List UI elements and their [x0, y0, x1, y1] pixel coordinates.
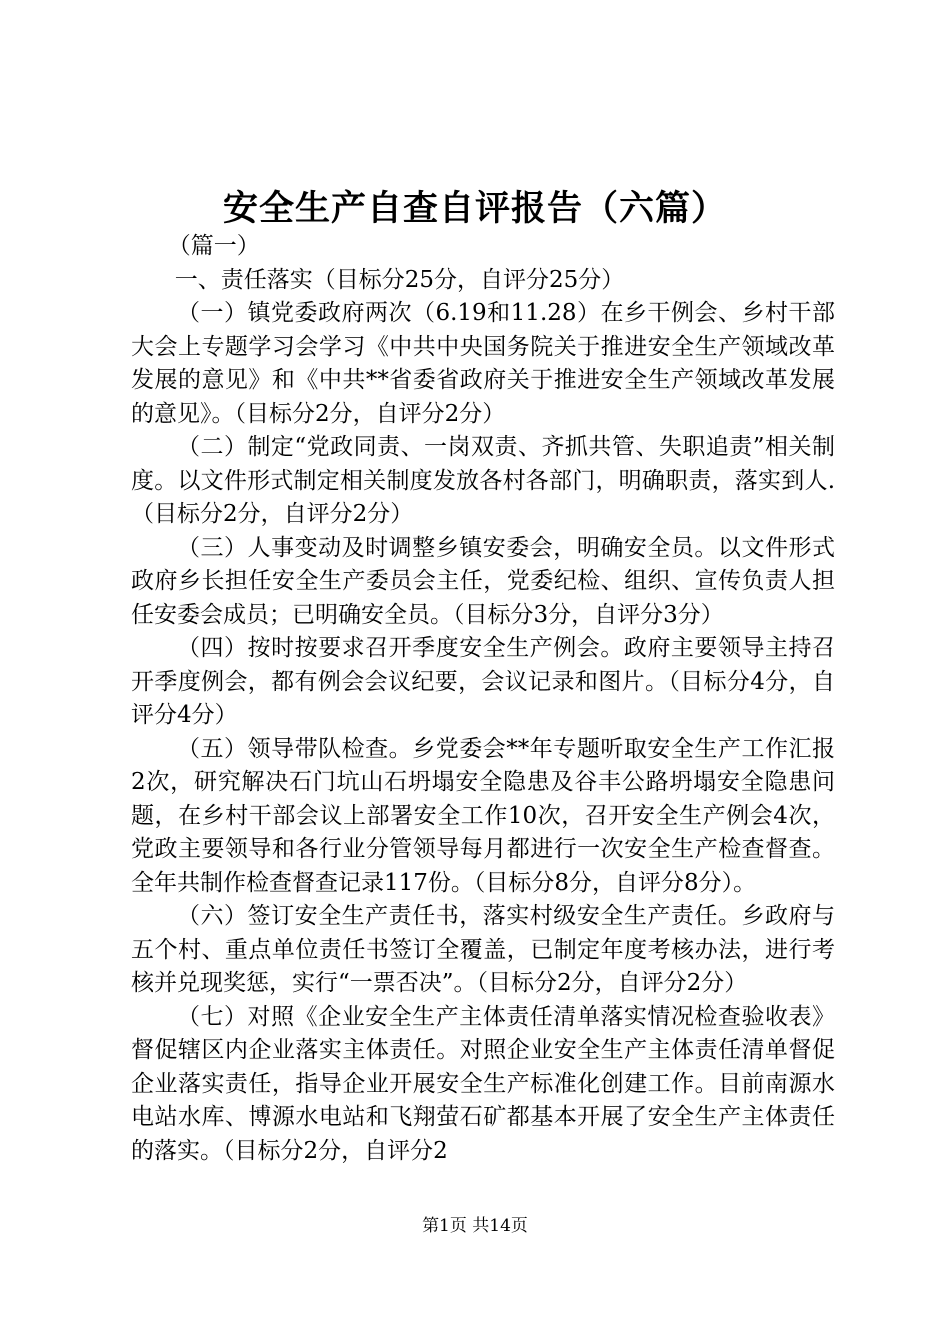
paragraph-3: （三）人事变动及时调整乡镇安委会，明确安全员。以文件形式政府乡长担任安全生产委员会主任，党委纪检、组织、宣传负责人担任安委会成员；已明确安全员。（目标分3分，自评分3分） — [131, 534, 835, 628]
paragraph-5: （五）领导带队检查。乡党委会**年专题听取安全生产工作汇报2次，研究解决石门坑山石坍塌安全隐患及谷丰公路坍塌安全隐患问题，在乡村干部会议上部署安全工作10次，召开安全生产例会4次，党政主要领导和各行业分管领导每月都进行一次安全生产检查督查。全年共制作检查督查记录117份。（目标分8分，自评分8分）。 — [131, 735, 835, 896]
part-subheading: （篇一） — [167, 233, 260, 259]
document-title: 安全生产自查自评报告（六篇） — [222, 188, 727, 229]
paragraph-1: （一）镇党委政府两次（6.19和11.28）在乡干例会、乡村干部大会上专题学习会学习《中共中央国务院关于推进安全生产领域改革发展的意见》和《中共**省委省政府关于推进安全生产领域改革发展的意见》。（目标分2分，自评分2分） — [131, 300, 835, 427]
paragraph-2: （二）制定“党政同责、一岗双责、齐抓共管、失职追责”相关制度。以文件形式制定相关制度发放各村各部门，明确职责，落实到人.（目标分2分，自评分2分） — [131, 434, 835, 527]
paragraph-7: （七）对照《企业安全生产主体责任清单落实情况检查验收表》督促辖区内企业落实主体责任。对照企业安全生产主体责任清单督促企业落实责任，指导企业开展安全生产标准化创建工作。目前南源水电站水库、博源水电站和飞翔萤石矿都基本开展了安全生产主体责任的落实。（目标分2分，自评分2 — [131, 1003, 835, 1164]
document-body — [131, 230, 835, 1168]
section-heading: 一、责任落实（目标分25分，自评分25分） — [174, 266, 625, 293]
paragraph-6: （六）签订安全生产责任书，落实村级安全生产责任。乡政府与五个村、重点单位责任书签订全覆盖，已制定年度考核办法，进行考核并兑现奖惩，实行“一票否决”。（目标分2分，自评分2分） — [131, 903, 835, 996]
page-number-footer: 第1页 共14页 — [422, 1216, 528, 1236]
paragraph-4: （四）按时按要求召开季度安全生产例会。政府主要领导主持召开季度例会，都有例会会议纪要，会议记录和图片。（目标分4分，自评分4分） — [131, 635, 835, 728]
